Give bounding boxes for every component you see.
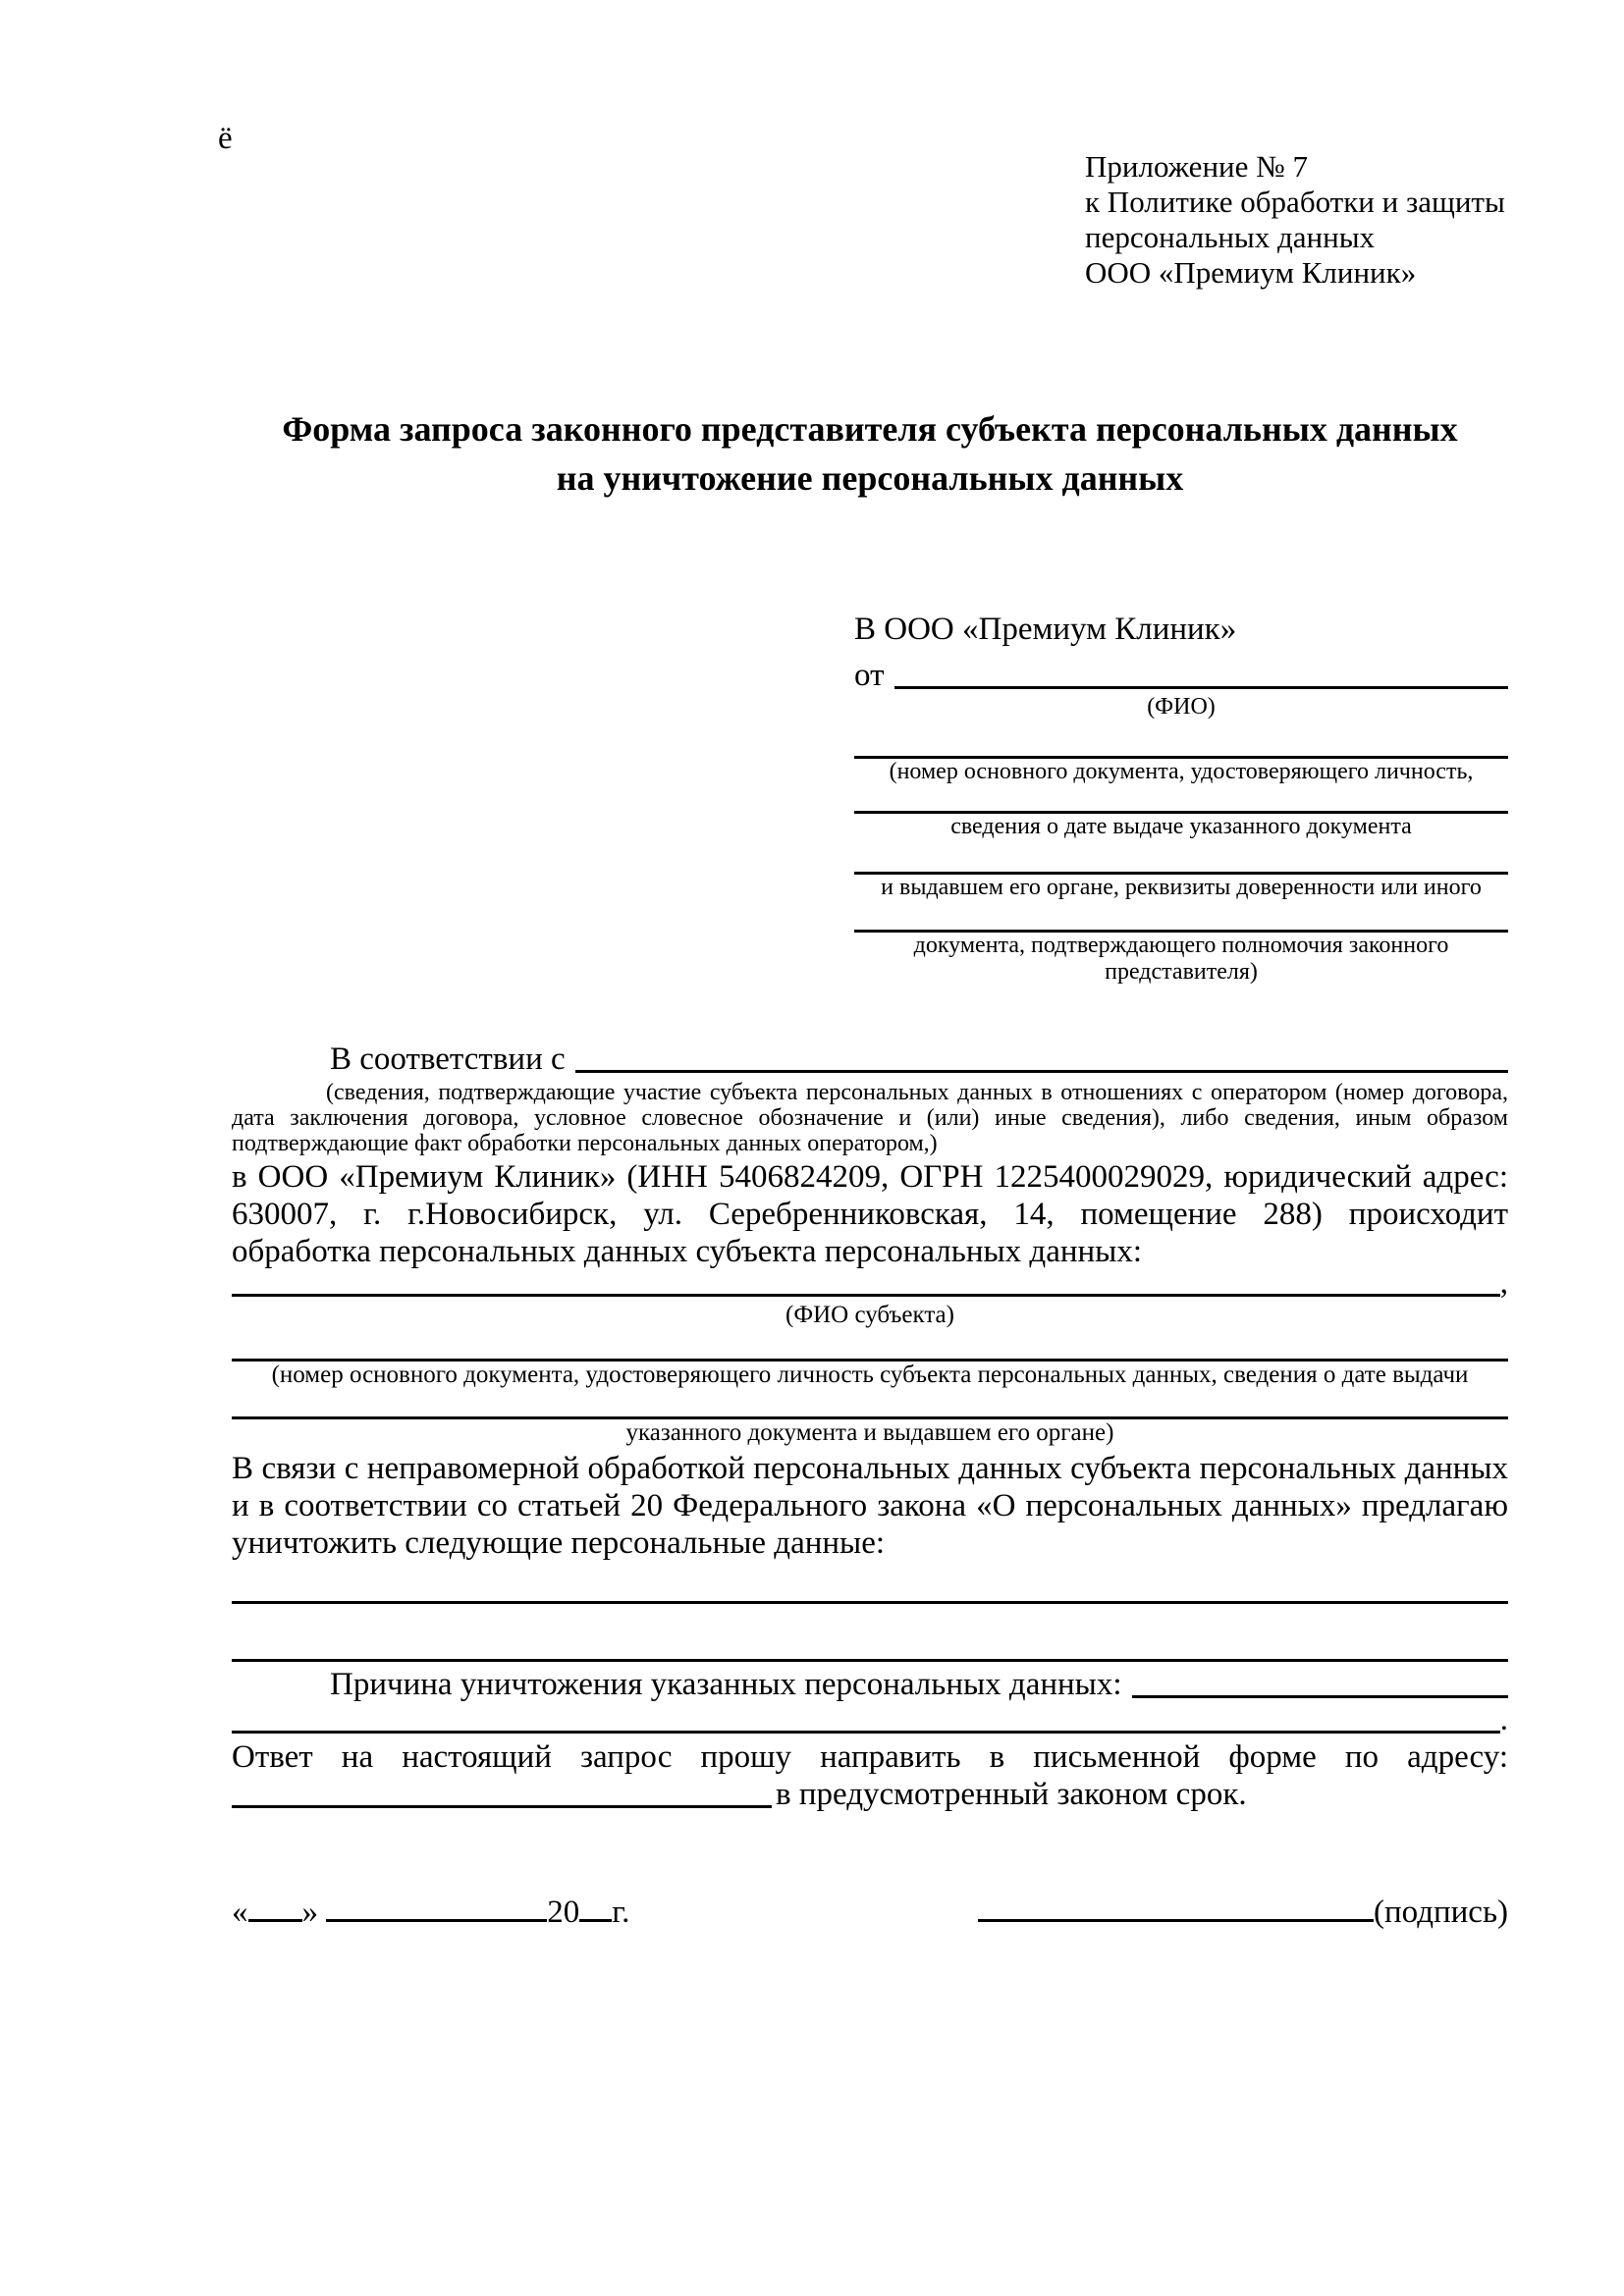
appendix-line: Приложение № 7 <box>1085 149 1308 184</box>
reason-continuation-row <box>232 1703 1508 1738</box>
blank-line <box>854 901 1508 933</box>
quote-close: » <box>301 1895 318 1930</box>
blank-line <box>854 785 1508 814</box>
from-field-row <box>854 657 1508 694</box>
signature-field <box>978 1894 1508 1931</box>
operator-paragraph: в ООО «Премиум Клиник» (ИНН 5406824209, ОГРН 1225400029029, юридический адрес: 630007, г. г.Новосибирск, ул. Серебренниковская, 14, помещение 288) происходит обработка персональных данных субъекта персональных данных: <box>232 1159 1508 1269</box>
doc-caption: сведения о дате выдаче указанного документа <box>950 814 1412 839</box>
page-header <box>218 110 1508 302</box>
signature-blank-line <box>978 1919 1374 1922</box>
subject-fio-caption: (ФИО субъекта) <box>785 1302 954 1328</box>
year-suffix: г. <box>612 1895 630 1930</box>
date-signature-row <box>232 1894 1508 1931</box>
blank-line <box>232 1388 1508 1419</box>
subject-fio-line-row <box>232 1265 1508 1302</box>
quote-open: « <box>232 1895 248 1930</box>
reply-address-row <box>232 1776 1508 1813</box>
trailing-period: . <box>1499 1702 1508 1737</box>
subject-doc-caption: (номер основного документа, удостоверяющего личность субъекта персональных данных, сведения о дате выдачи <box>271 1362 1469 1388</box>
signature-caption: (подпись) <box>1374 1895 1508 1930</box>
reason-label: Причина уничтожения указанных персональных данных: <box>330 1667 1122 1702</box>
blank-line <box>854 721 1508 759</box>
accordance-note: (сведения, подтверждающие участие субъекта персональных данных в отношениях с оператором (номер договора, дата заключения договора, условное словесное обозначение и (или) иные сведения), либо сведения, иным образом подтверждающие факт обработки персональных данных оператором,) <box>232 1080 1508 1156</box>
stray-char: ё <box>218 121 233 156</box>
date-field <box>232 1894 629 1931</box>
doc-caption: (номер основного документа, удостоверяющего личность, <box>889 759 1474 784</box>
accordance-label: В соответствии с <box>330 1041 566 1077</box>
blank-line <box>854 840 1508 875</box>
from-blank-line <box>894 686 1509 689</box>
title-line-1: Форма запроса законного представителя субъекта персональных данных <box>282 409 1458 449</box>
reason-blank-line-2 <box>232 1731 1500 1734</box>
addressee-to: В ООО «Премиум Клиник» <box>854 612 1237 647</box>
reply-tail-text: в предусмотренный законом срок. <box>776 1777 1247 1812</box>
blank-line <box>232 1328 1508 1362</box>
accordance-blank-line <box>575 1070 1508 1073</box>
demand-paragraph: В связи с неправомерной обработкой персональных данных субъекта персональных данных и в соответствии со статьей 20 Федерального закона «О персональных данных» предлагаю уничтожить следующие персональные данные: <box>232 1451 1508 1561</box>
reason-row <box>232 1666 1508 1703</box>
address-blank-line <box>232 1805 772 1808</box>
doc-caption: документа, подтверждающего полномочия законного представителя) <box>913 933 1449 985</box>
blank-line <box>232 1562 1508 1604</box>
title-line-2: на уничтожение персональных данных <box>556 458 1184 498</box>
accordance-row <box>232 1041 1508 1078</box>
document-title <box>232 404 1508 503</box>
subject-fio-blank-line <box>232 1294 1500 1297</box>
appendix-line: ООО «Премиум Клиник» <box>1085 255 1417 290</box>
month-blank <box>326 1919 547 1922</box>
appendix-line: к Политике обработки и защиты <box>1085 185 1505 219</box>
appendix-block <box>1085 149 1505 291</box>
appendix-line: персональных данных <box>1085 220 1376 254</box>
subject-doc-caption: указанного документа и выдавшем его органе) <box>625 1419 1114 1446</box>
year-prefix: 20 <box>547 1895 580 1930</box>
doc-caption: и выдавшем его органе, реквизиты доверенности или иного <box>881 875 1482 900</box>
reply-paragraph: Ответ на настоящий запрос прошу направить в письменной форме по адресу: <box>232 1739 1508 1775</box>
from-label: от <box>854 658 885 693</box>
addressee-block <box>854 611 1508 986</box>
year-blank <box>579 1919 612 1922</box>
fio-caption: (ФИО) <box>1147 694 1216 720</box>
reason-blank-line <box>1132 1695 1508 1698</box>
trailing-comma: , <box>1499 1265 1508 1301</box>
day-blank <box>248 1919 302 1922</box>
blank-line <box>232 1604 1508 1662</box>
